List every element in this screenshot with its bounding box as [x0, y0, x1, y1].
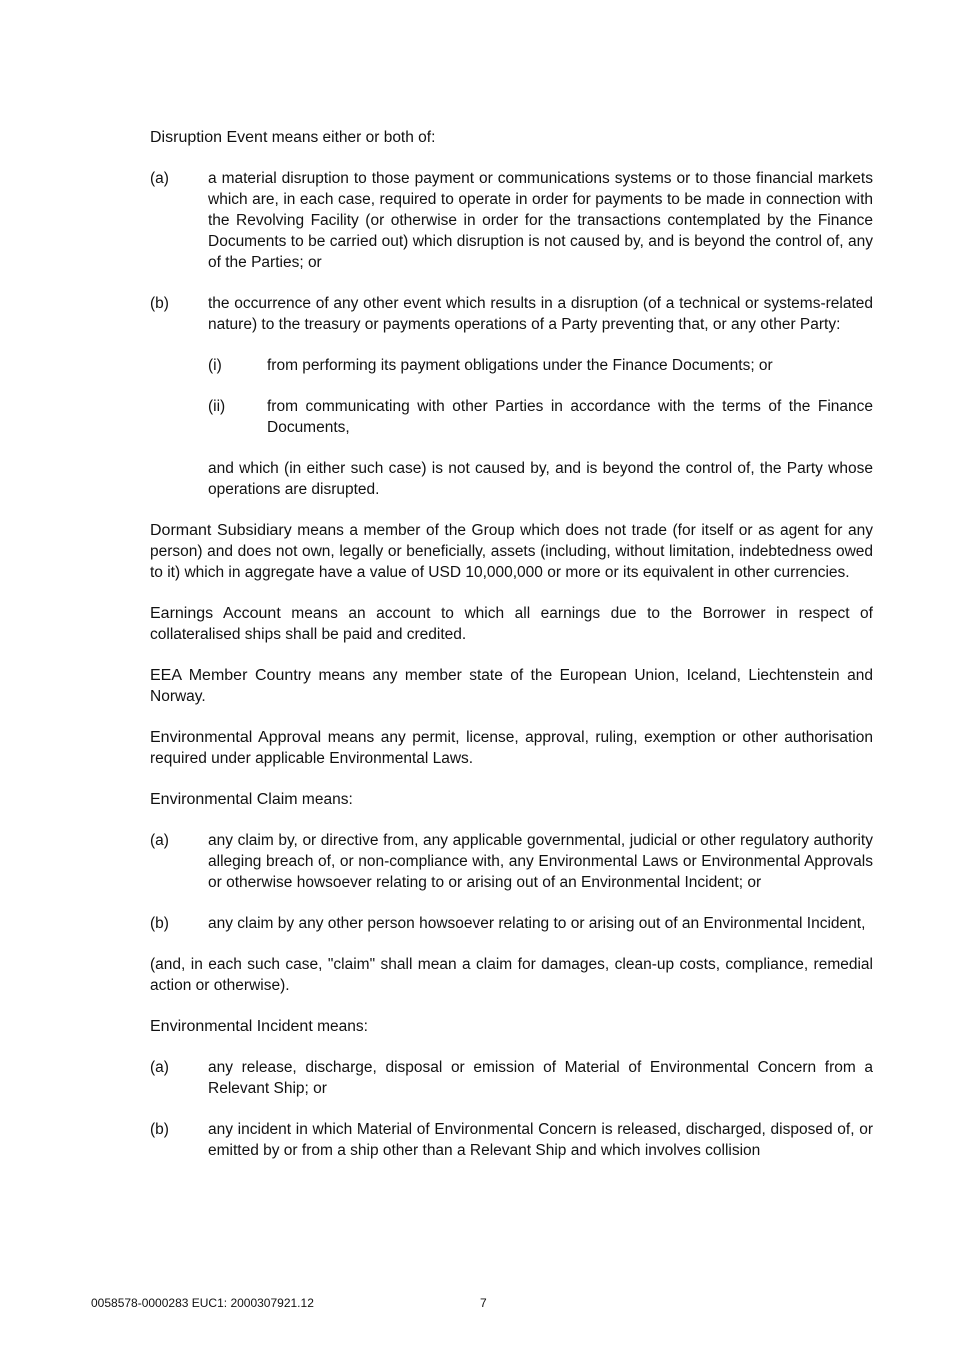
definitions-body	[150, 127, 873, 1181]
continuation-text: and which (in either such case) is not caused by, and is beyond the control of, the Party whose operations are disrupted.	[208, 460, 873, 498]
definition-earnings-account: Earnings Account means an account to which all earnings due to the Borrower in respect of collateralised ships shall be paid and credited.	[150, 605, 873, 643]
defined-term: Disruption Event	[150, 129, 268, 146]
list-item: (b) any claim by any other person howsoever relating to or arising out of an Environmental Incident,	[150, 915, 866, 932]
definition-environmental-claim: Environmental Claim means:	[150, 791, 353, 808]
defined-term: Earnings Account	[150, 605, 281, 622]
list-item: (b) any incident in which Material of Environmental Concern is released, discharged, disposed of, or emitted by or from a ship other than a Relevant Ship and which involves collision	[150, 1121, 873, 1159]
list-item: (a) a material disruption to those payment or communications systems or to those financial markets which are, in each case, required to operate in order for payments to be made in connection with the Revolving Facility (or otherwise in order for the transactions contemplated by the Finance Documents to be carried out) which disruption is not caused by, and is beyond the control of, any of the Parties; or	[150, 170, 873, 271]
definition-environmental-approval: Environmental Approval means any permit, license, approval, ruling, exemption or other authorisation required under applicable Environmental Laws.	[150, 729, 873, 767]
closing-text: (and, in each such case, "claim" shall mean a claim for damages, clean-up costs, compliance, remedial action or otherwise).	[150, 956, 873, 994]
defined-term: Dormant Subsidiary	[150, 522, 292, 539]
defined-term: Environmental Incident	[150, 1018, 313, 1035]
list-item: (a) any claim by, or directive from, any applicable governmental, judicial or other regulatory authority alleging breach of, or non-compliance with, any Environmental Laws or Environmental Approvals or otherwise howsoever relating to or arising out of an Environmental Incident; or	[150, 832, 873, 891]
footer-doc-ref: 0058578-0000283 EUC1: 2000307921.12	[91, 1296, 314, 1310]
definition-dormant-subsidiary: Dormant Subsidiary means a member of the Group which does not trade (for itself or as agent for any person) and does not own, legally or beneficially, assets (including, without limitation, indebtedness owed to it) which in aggregate have a value of USD 10,000,000 or more or its equivalent in other currencies.	[150, 522, 873, 581]
definition-eea-member-country: EEA Member Country means any member state of the European Union, Iceland, Liechtenstein and Norway.	[150, 667, 873, 705]
list-item: (a) any release, discharge, disposal or emission of Material of Environmental Concern from a Relevant Ship; or	[150, 1059, 873, 1097]
defined-term: Environmental Claim	[150, 791, 298, 808]
definition-environmental-incident: Environmental Incident means:	[150, 1018, 368, 1035]
defined-term: Environmental Approval	[150, 729, 322, 746]
sub-list-item: (i) from performing its payment obligations under the Finance Documents; or	[208, 357, 773, 374]
sub-list-item: (ii) from communicating with other Parties in accordance with the terms of the Finance Documents,	[208, 398, 873, 436]
list-item: (b) the occurrence of any other event which results in a disruption (of a technical or systems-related nature) to the treasury or payments operations of a Party preventing that, or any other Party:	[150, 295, 873, 333]
definition-disruption-event: Disruption Event means either or both of:	[150, 129, 436, 146]
page-number: 7	[480, 1296, 487, 1310]
defined-term: EEA Member Country	[150, 667, 312, 684]
